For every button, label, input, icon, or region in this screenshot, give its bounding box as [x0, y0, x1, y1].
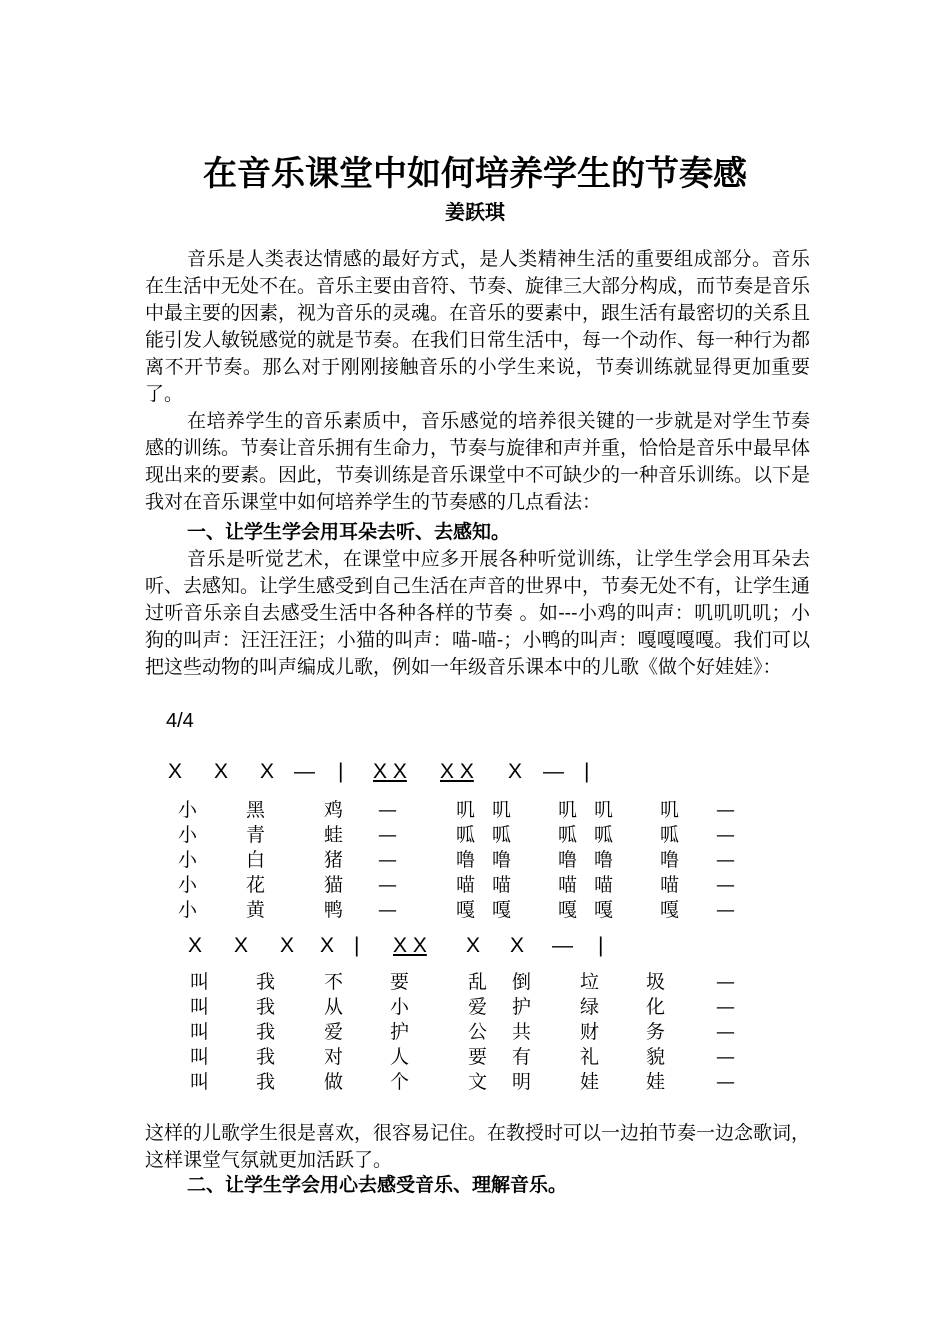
- lyric-char: 绿: [580, 996, 600, 1018]
- lyric-char: 小: [178, 849, 198, 871]
- lyrics-block-1: [178, 798, 778, 923]
- lyric-char: 对: [324, 1046, 344, 1068]
- lyric-char: 娃: [646, 1071, 666, 1093]
- rhythm-line-2: [188, 932, 638, 960]
- lyric-char: 叽: [594, 799, 614, 821]
- lyric-char: 叽: [660, 799, 680, 821]
- lyric-char: 文: [468, 1071, 488, 1093]
- lyric-char: 我: [256, 996, 276, 1018]
- lyric-char: —: [716, 874, 735, 896]
- lyric-char: —: [378, 824, 397, 846]
- lyric-char: —: [716, 1046, 735, 1068]
- lyric-char: 礼: [580, 1046, 600, 1068]
- lyric-char: —: [716, 799, 735, 821]
- lyric-char: 要: [390, 971, 410, 993]
- barline: |: [584, 760, 590, 783]
- section-heading-2: 二、让学生学会用心去感受音乐、理解音乐。: [187, 1174, 568, 1196]
- lyric-char: 叽: [492, 799, 512, 821]
- section-heading-1: 一、让学生学会用耳朵去听、去感知。: [187, 521, 511, 543]
- page-title: 在音乐课堂中如何培养学生的节奏感: [203, 154, 747, 194]
- paragraph-3: 音乐是听觉艺术，在课堂中应多开展各种听觉训练，让学生学会用耳朵去听、去感知。让学生感受到自己生活在声音的世界中，节奏无处不有，让学生通过听音乐亲自去感受生活中各种各样的节奏 。如---小鸡的叫声：叽叽叽叽；小狗的叫声：汪汪汪汪；小猫的叫声：喵-喵-；小鸭的叫声：嘎嘎嘎嘎。我们可以把这些动物的叫声编成儿歌，例如一年级音乐课本中的儿歌《做个好娃娃》：: [145, 548, 811, 678]
- lyric-char: 鸭: [324, 899, 344, 921]
- lyric-char: 喵: [594, 874, 614, 896]
- lyrics-row: [178, 898, 778, 923]
- lyric-char: 花: [246, 874, 266, 896]
- rhythm-note: X: [234, 934, 249, 957]
- lyric-char: 喵: [492, 874, 512, 896]
- lyric-char: 务: [646, 1021, 666, 1043]
- lyric-char: 呱: [492, 824, 512, 846]
- lyric-char: 噜: [456, 849, 476, 871]
- lyric-char: 垃: [580, 971, 600, 993]
- barline: |: [598, 934, 604, 957]
- lyric-char: 我: [256, 1046, 276, 1068]
- lyric-char: 嘎: [594, 899, 614, 921]
- rhythm-note: X: [214, 760, 229, 783]
- lyrics-row: [190, 970, 790, 995]
- lyric-char: 猪: [324, 849, 344, 871]
- lyric-char: 猫: [324, 874, 344, 896]
- lyric-char: 噜: [594, 849, 614, 871]
- lyrics-row: [178, 873, 778, 898]
- barline: |: [354, 934, 360, 957]
- lyric-char: 我: [256, 1071, 276, 1093]
- lyrics-row: [190, 1020, 790, 1045]
- lyrics-row: [190, 1045, 790, 1070]
- lyric-char: —: [716, 899, 735, 921]
- lyrics-row: [190, 995, 790, 1020]
- lyric-char: 做: [324, 1071, 344, 1093]
- lyric-char: —: [378, 799, 397, 821]
- lyric-char: 明: [512, 1071, 532, 1093]
- lyric-char: 呱: [558, 824, 578, 846]
- lyric-char: 人: [390, 1046, 410, 1068]
- lyric-char: 白: [246, 849, 266, 871]
- rhythm-note: X: [260, 760, 275, 783]
- barline: |: [338, 760, 344, 783]
- lyric-char: 爱: [468, 996, 488, 1018]
- rhythm-note: X: [510, 934, 525, 957]
- lyrics-row: [178, 823, 778, 848]
- lyric-char: 叫: [190, 971, 210, 993]
- lyric-char: 黑: [246, 799, 266, 821]
- lyric-char: 我: [256, 1021, 276, 1043]
- time-signature: 4/4: [166, 710, 194, 732]
- lyric-char: 叽: [456, 799, 476, 821]
- author-name: 姜跃琪: [445, 200, 505, 224]
- lyric-char: 护: [390, 1021, 410, 1043]
- lyric-char: 叽: [558, 799, 578, 821]
- lyric-char: 叫: [190, 996, 210, 1018]
- rhythm-line-1: [168, 758, 618, 786]
- lyric-char: 小: [178, 799, 198, 821]
- lyrics-block-2: [190, 970, 790, 1095]
- lyric-char: 喵: [660, 874, 680, 896]
- lyric-char: 噜: [660, 849, 680, 871]
- lyric-char: 从: [324, 996, 344, 1018]
- lyric-char: 呱: [660, 824, 680, 846]
- lyric-char: 噜: [492, 849, 512, 871]
- lyric-char: 嘎: [492, 899, 512, 921]
- lyric-char: 叫: [190, 1046, 210, 1068]
- lyric-char: —: [716, 1021, 735, 1043]
- lyric-char: 圾: [646, 971, 666, 993]
- rhythm-note: X: [280, 934, 295, 957]
- lyric-char: 化: [646, 996, 666, 1018]
- lyric-char: —: [716, 1071, 735, 1093]
- lyric-char: 嘎: [660, 899, 680, 921]
- rhythm-note: —: [552, 934, 573, 957]
- lyric-char: 财: [580, 1021, 600, 1043]
- lyric-char: 喵: [456, 874, 476, 896]
- lyric-char: 娃: [580, 1071, 600, 1093]
- lyric-char: 黄: [246, 899, 266, 921]
- rhythm-note: X: [508, 760, 523, 783]
- lyric-char: 噜: [558, 849, 578, 871]
- lyric-char: —: [378, 874, 397, 896]
- lyric-char: 呱: [456, 824, 476, 846]
- lyric-char: 嘎: [456, 899, 476, 921]
- lyric-char: 爱: [324, 1021, 344, 1043]
- lyric-char: 叫: [190, 1071, 210, 1093]
- lyric-char: 要: [468, 1046, 488, 1068]
- lyric-char: 护: [512, 996, 532, 1018]
- lyric-char: 小: [178, 874, 198, 896]
- lyric-char: 嘎: [558, 899, 578, 921]
- rhythm-note: —: [294, 760, 315, 783]
- lyric-char: —: [716, 996, 735, 1018]
- lyric-char: —: [378, 899, 397, 921]
- lyric-char: —: [716, 849, 735, 871]
- lyric-char: 有: [512, 1046, 532, 1068]
- paragraph-2: 在培养学生的音乐素质中，音乐感觉的培养很关键的一步就是对学生节奏感的训练。节奏让音乐拥有生命力，节奏与旋律和声并重，恰恰是音乐中最早体现出来的要素。因此，节奏训练是音乐课堂中不可缺少的一种音乐训练。以下是我对在音乐课堂中如何培养学生的节奏感的几点看法：: [145, 410, 811, 513]
- lyric-char: 小: [390, 996, 410, 1018]
- rhythm-note: X: [320, 934, 335, 957]
- rhythm-note: X X: [440, 760, 474, 783]
- lyric-char: 个: [390, 1071, 410, 1093]
- lyric-char: 小: [178, 824, 198, 846]
- lyric-char: 小: [178, 899, 198, 921]
- lyric-char: 共: [512, 1021, 532, 1043]
- lyric-char: 喵: [558, 874, 578, 896]
- lyric-char: 青: [246, 824, 266, 846]
- rhythm-note: X X: [373, 760, 407, 783]
- rhythm-note: X X: [393, 934, 427, 957]
- lyric-char: 不: [324, 971, 344, 993]
- rhythm-note: X: [168, 760, 183, 783]
- lyric-char: —: [378, 849, 397, 871]
- lyric-char: —: [716, 971, 735, 993]
- lyric-char: 鸡: [324, 799, 344, 821]
- lyric-char: —: [716, 824, 735, 846]
- paragraph-1: 音乐是人类表达情感的最好方式，是人类精神生活的重要组成部分。音乐在生活中无处不在。音乐主要由音符、节奏、旋律三大部分构成，而节奏是音乐中最主要的因素，视为音乐的灵魂。在音乐的要素中，跟生活有最密切的关系且能引发人敏锐感觉的就是节奏。在我们日常生活中，每一个动作、每一种行为都离不开节奏。那么对于刚刚接触音乐的小学生来说，节奏训练就显得更加重要了。: [145, 248, 811, 405]
- rhythm-note: —: [543, 760, 564, 783]
- lyric-char: 叫: [190, 1021, 210, 1043]
- lyrics-row: [178, 848, 778, 873]
- lyric-char: 貌: [646, 1046, 666, 1068]
- lyrics-row: [190, 1070, 790, 1095]
- lyric-char: 倒: [512, 971, 532, 993]
- lyric-char: 我: [256, 971, 276, 993]
- paragraph-4: 这样的儿歌学生很是喜欢，很容易记住。在教授时可以一边拍节奏一边念歌词，这样课堂气氛就更加活跃了。: [145, 1122, 811, 1171]
- rhythm-note: X: [188, 934, 203, 957]
- lyric-char: 乱: [468, 971, 488, 993]
- lyric-char: 公: [468, 1021, 488, 1043]
- rhythm-note: X: [466, 934, 481, 957]
- lyric-char: 呱: [594, 824, 614, 846]
- lyric-char: 蛙: [324, 824, 344, 846]
- lyrics-row: [178, 798, 778, 823]
